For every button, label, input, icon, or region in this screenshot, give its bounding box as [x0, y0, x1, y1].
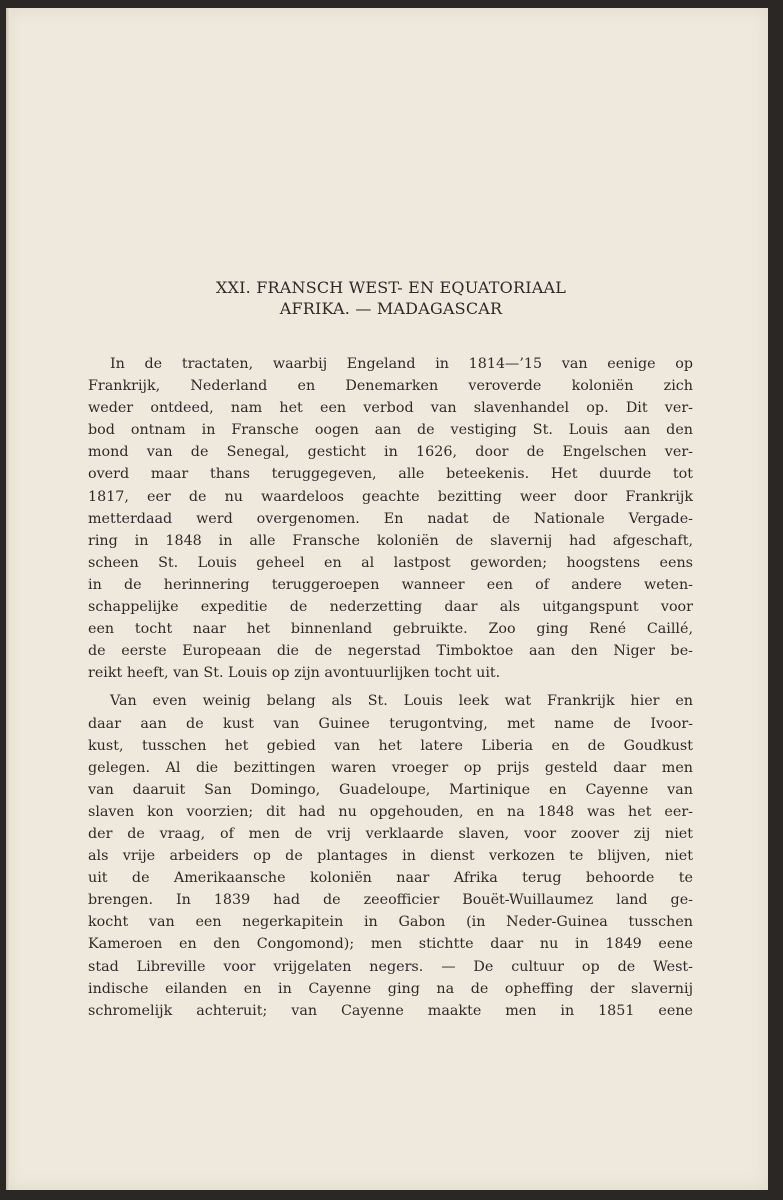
text-line: 1817, eer de nu waardeloos geachte bezitting weer door Frankrijk [88, 488, 693, 505]
text-line: scheen St. Louis geheel en al lastpost geworden; hoogstens eens [88, 554, 693, 571]
text-line: weder ontdeed, nam het een verbod van slavenhandel op. Dit ver- [88, 400, 693, 417]
text-line: de eerste Europeaan die de negerstad Timboktoe aan den Niger be- [88, 643, 693, 660]
paragraph-1 [88, 353, 693, 684]
text-line: uit de Amerikaansche koloniën naar Afrika terug behoorde te [88, 870, 693, 887]
text-line: Kameroen en den Congomond); men stichtte daar nu in 1849 eene [88, 936, 693, 953]
text-line: overd maar thans teruggegeven, alle beteekenis. Het duurde tot [88, 466, 693, 483]
text-line: schappelijke expeditie de nederzetting daar als uitgangspunt voor [88, 599, 693, 616]
page-edge [6, 8, 10, 1190]
text-line: slaven kon voorzien; dit had nu opgehouden, en na 1848 was het eer- [88, 803, 693, 820]
text-line: der de vraag, of men de vrij verklaarde slaven, voor zoover zij niet [88, 825, 693, 842]
text-line: Van even weinig belang als St. Louis leek wat Frankrijk hier en [110, 693, 693, 710]
text-line: brengen. In 1839 had de zeeofficier Bouët-Wuillaumez land ge- [88, 892, 693, 909]
text-line: een tocht naar het binnenland gebruikte. Zoo ging René Caillé, [88, 621, 693, 638]
chapter-title-line-2: AFRIKA. — MADAGASCAR [279, 299, 503, 318]
paragraph-2 [88, 690, 693, 1021]
text-line: mond van de Senegal, gesticht in 1626, door de Engelschen ver- [88, 444, 693, 461]
chapter-body [88, 353, 693, 1022]
text-line: bod ontnam in Fransche oogen aan de vestiging St. Louis aan den [88, 422, 693, 439]
text-line: van daaruit San Domingo, Guadeloupe, Martinique en Cayenne van [88, 781, 693, 798]
text-line: reikt heeft, van St. Louis op zijn avontuurlijken tocht uit. [88, 665, 501, 682]
text-line: stad Libreville voor vrijgelaten negers. — De cultuur op de West- [88, 958, 693, 975]
text-line: in de herinnering teruggeroepen wanneer een of andere weten- [88, 576, 693, 593]
chapter-title-line-1: XXI. FRANSCH WEST- EN EQUATORIAAL [215, 278, 567, 297]
text-line: ring in 1848 in alle Fransche koloniën de slavernij had afgeschaft, [88, 532, 693, 549]
text-line: metterdaad werd overgenomen. En nadat de Nationale Vergade- [88, 510, 693, 527]
text-line: Frankrijk, Nederland en Denemarken veroverde koloniën zich [88, 378, 693, 395]
text-line: als vrije arbeiders op de plantages in dienst verkozen te blijven, niet [88, 848, 693, 865]
text-line: kust, tusschen het gebied van het latere Liberia en de Goudkust [88, 737, 693, 754]
text-line: In de tractaten, waarbij Engeland in 1814—’15 van eenige op [110, 356, 693, 372]
chapter-title [66, 277, 716, 319]
text-line: daar aan de kust van Guinee terugontving, met name de Ivoor- [88, 715, 693, 732]
text-line: gelegen. Al die bezittingen waren vroeger op prijs gesteld daar men [88, 759, 693, 776]
text-line: indische eilanden en in Cayenne ging na de opheffing der slavernij [88, 980, 693, 997]
book-page [6, 8, 768, 1190]
text-line: schromelijk achteruit; van Cayenne maakte men in 1851 eene [88, 1002, 693, 1019]
text-line: kocht van een negerkapitein in Gabon (in Neder-Guinea tusschen [88, 914, 693, 931]
